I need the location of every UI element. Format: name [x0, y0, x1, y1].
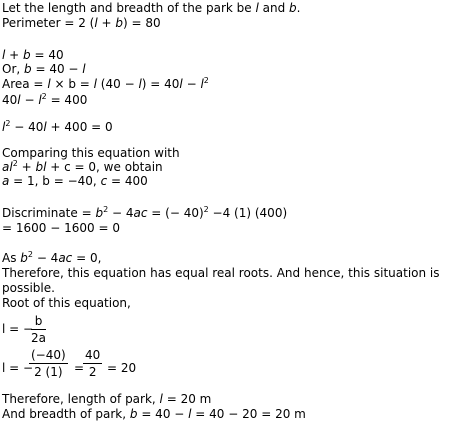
text: Or,	[2, 62, 25, 76]
var-a: a	[2, 174, 10, 188]
var-l: l	[43, 160, 47, 174]
formula-lhs: l = −	[2, 361, 34, 375]
var-ac: ac	[133, 206, 148, 220]
fraction	[83, 348, 102, 379]
exponent: 2	[41, 92, 47, 101]
text: Therefore, length of park,	[2, 392, 160, 406]
var-l: l	[9, 160, 13, 174]
exponent: 2	[12, 159, 18, 168]
text: .	[296, 1, 301, 15]
text: +	[17, 160, 36, 174]
text: 40	[2, 93, 18, 107]
discriminant-value-line: = 1600 − 1600 = 0	[2, 221, 120, 235]
var-b: b	[24, 62, 32, 76]
text: −	[20, 93, 39, 107]
var-b: b	[115, 16, 124, 30]
equation-line	[2, 93, 87, 107]
text: = (− 40)	[147, 206, 204, 220]
text: = 40 −	[137, 407, 189, 421]
quadratic-line	[2, 120, 113, 134]
fraction-denominator: 2 (1)	[34, 365, 63, 379]
coefficients-line	[2, 174, 148, 188]
compare-line: Comparing this equation with	[2, 146, 180, 160]
var-l: l	[179, 77, 183, 91]
text: = 400	[46, 93, 88, 107]
var-l: l	[200, 77, 204, 91]
var-c: c	[100, 174, 108, 188]
text: −	[182, 77, 201, 91]
result: = 20	[107, 361, 137, 375]
conclusion-line: possible.	[2, 281, 55, 295]
var-b: b	[23, 48, 31, 62]
text: Area =	[2, 77, 48, 91]
length-line	[2, 392, 211, 406]
fraction-denominator: 2a	[31, 331, 46, 345]
text: = 400	[107, 174, 148, 188]
var-l: l	[17, 93, 21, 107]
var-l: l	[159, 392, 163, 406]
text: ) = 80	[123, 16, 161, 30]
var-b: b	[35, 160, 44, 174]
text: +	[5, 48, 24, 62]
exponent: 2	[203, 76, 209, 85]
text: = 40	[30, 48, 64, 62]
fraction-numerator: b	[31, 314, 46, 330]
conclusion-line: Therefore, this equation has equal real roots. And hence, this situation is	[2, 266, 440, 280]
var-l: l	[38, 93, 42, 107]
var-l: l	[93, 77, 97, 91]
var-l: l	[47, 77, 51, 91]
equals-sign: =	[74, 361, 85, 375]
var-l: l	[138, 77, 142, 91]
equation-line	[2, 62, 86, 76]
perimeter-line	[2, 16, 161, 30]
text: − 40	[10, 120, 44, 134]
var-l: l	[255, 1, 259, 15]
text: − 4	[33, 251, 59, 265]
intro-line	[2, 1, 301, 15]
fraction	[29, 348, 68, 379]
general-form-line	[2, 160, 163, 174]
fraction-numerator: (−40)	[31, 348, 66, 362]
exponent: 2	[103, 205, 109, 214]
var-ac: ac	[58, 251, 73, 265]
text: × b =	[50, 77, 94, 91]
text: − 4	[108, 206, 134, 220]
var-l: l	[43, 120, 47, 134]
fraction-numerator: 40	[85, 348, 101, 362]
var-l: l	[94, 16, 98, 30]
text: = 0,	[72, 251, 102, 265]
text: + 400 = 0	[46, 120, 113, 134]
condition-line	[2, 251, 101, 265]
text: (40 −	[96, 77, 139, 91]
var-l: l	[2, 48, 6, 62]
text: +	[97, 16, 116, 30]
text: = 40 − 20 = 20 m	[191, 407, 306, 421]
text: = 40 −	[31, 62, 83, 76]
var-b: b	[129, 407, 138, 421]
text: And breadth of park,	[2, 407, 130, 421]
var-l: l	[2, 120, 6, 134]
text: = 20 m	[162, 392, 212, 406]
formula-lhs: l = −	[2, 322, 34, 336]
text: Perimeter = 2 (	[2, 16, 95, 30]
var-a: a	[2, 160, 10, 174]
fraction	[31, 314, 46, 345]
text: As	[2, 251, 21, 265]
fraction-denominator: 2	[88, 365, 97, 379]
discriminant-line	[2, 206, 287, 220]
var-l: l	[188, 407, 192, 421]
text: and	[258, 1, 290, 15]
exponent: 2	[27, 250, 33, 259]
text: −4 (1) (400)	[208, 206, 288, 220]
root-heading: Root of this equation,	[2, 296, 131, 310]
area-line	[2, 77, 209, 91]
breadth-line	[2, 407, 306, 421]
var-l: l	[82, 62, 86, 76]
var-b: b	[20, 251, 28, 265]
equation-line	[2, 48, 64, 62]
exponent: 2	[5, 119, 11, 128]
var-b: b	[95, 206, 104, 220]
text: ) = 40	[141, 77, 180, 91]
var-b: b	[289, 1, 297, 15]
exponent: 2	[203, 205, 209, 214]
text: = 1, b = −40,	[9, 174, 101, 188]
text: Let the length and breadth of the park be	[2, 1, 256, 15]
text: + c = 0, we obtain	[46, 160, 163, 174]
text: Discriminate =	[2, 206, 96, 220]
